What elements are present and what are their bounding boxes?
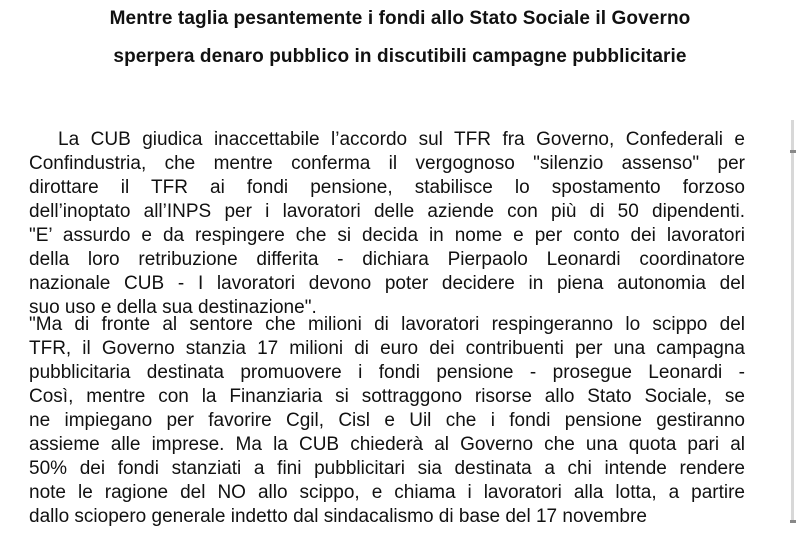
- paragraph-line: nazionale CUB - I lavoratori devono poter decidere in piena autonomia del: [29, 273, 745, 294]
- paragraph-line: Così, mentre con la Finanziaria si sottraggono risorse allo Stato Sociale, se: [29, 386, 745, 407]
- paragraph-line: dirottare il TFR ai fondi pensione, stabilisce lo spostamento forzoso: [29, 177, 745, 198]
- headline-line-2: sperpera denaro pubblico in discutibili campagne pubblicitarie: [113, 46, 687, 67]
- paragraph-line: La CUB giudica inaccettabile l’accordo sul TFR fra Governo, Confederali e: [58, 129, 745, 150]
- scan-edge-shadow: [791, 120, 794, 520]
- paragraph-2: [29, 313, 745, 529]
- paragraph-line: ne impiegano per favorire Cgil, Cisl e Uil che i fondi pensione gestiranno: [29, 410, 745, 431]
- paragraph-line: suo uso e della sua destinazione".: [29, 297, 317, 318]
- paragraph-line: dallo sciopero generale indetto dal sindacalismo di base del 17 novembre: [29, 506, 647, 527]
- paragraph-line: pubblicitaria destinata promuovere i fondi pensione - prosegue Leonardi -: [29, 362, 745, 383]
- paragraph-line: assieme alle imprese. Ma la CUB chiederà al Governo che una quota pari al: [29, 434, 745, 455]
- paragraph-line: dell’inoptato all’INPS per i lavoratori delle aziende con più di 50 dipendenti.: [29, 201, 745, 222]
- paragraph-line: "E’ assurdo e da respingere che si decida in nome e per conto dei lavoratori: [29, 225, 745, 246]
- headline-line-1: Mentre taglia pesantemente i fondi allo Stato Sociale il Governo: [109, 8, 691, 29]
- paragraph-line: della loro retribuzione differita - dichiara Pierpaolo Leonardi coordinatore: [29, 249, 745, 270]
- scan-speck: [790, 150, 796, 153]
- paragraph-line: "Ma di fronte al sentore che milioni di lavoratori respingeranno lo scippo del: [29, 314, 745, 335]
- paragraph-line: note le ragione del NO allo scippo, e chiama i lavoratori alla lotta, a partire: [29, 482, 745, 503]
- scan-speck: [790, 520, 796, 523]
- paragraph-line: 50% dei fondi stanziati a fini pubblicitari sia destinata a chi intende rendere: [29, 458, 745, 479]
- paragraph-1: [29, 128, 745, 320]
- paragraph-line: TFR, il Governo stanzia 17 milioni di euro dei contribuenti per una campagna: [29, 338, 745, 359]
- paragraph-line: Confindustria, che mentre conferma il vergognoso "silenzio assenso" per: [29, 153, 745, 174]
